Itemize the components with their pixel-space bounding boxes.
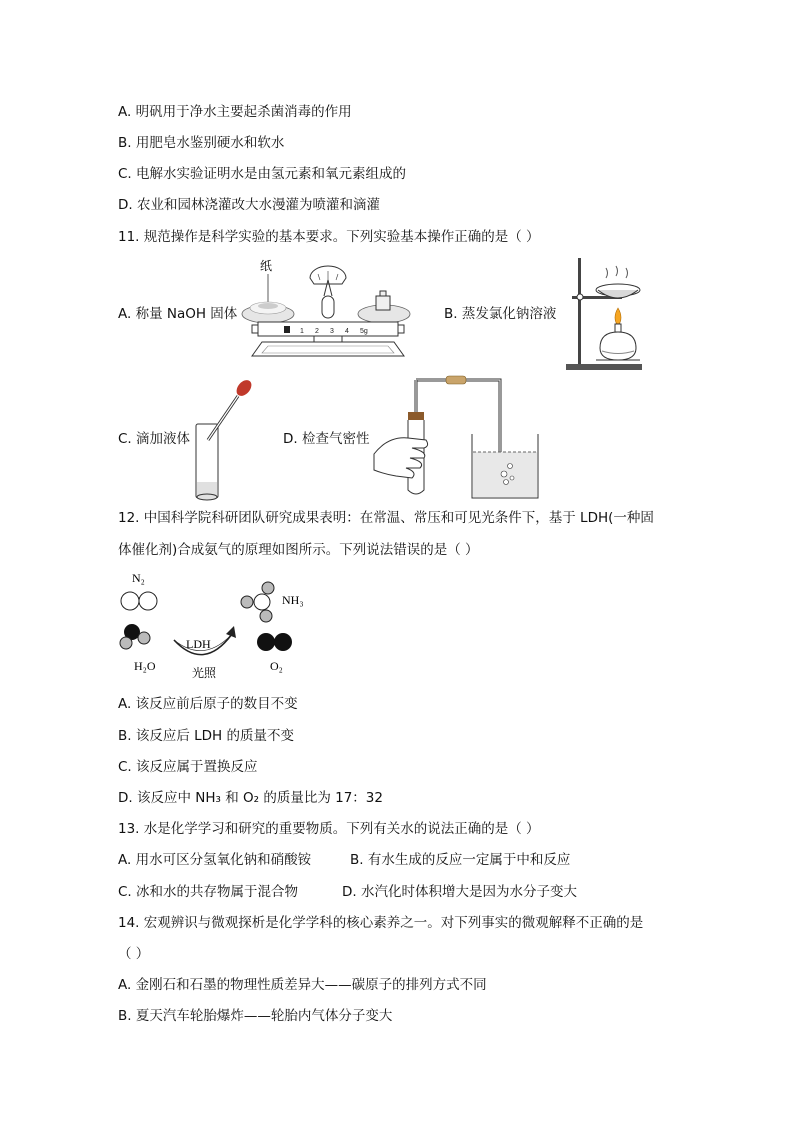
q14-stem-line-1: 14. 宏观辨识与微观探析是化学学科的核心素养之一。对下列事实的微观解释不正确的是 [118, 915, 644, 931]
q14-option-a: A. 金刚石和石墨的物理性质差异大——碳原子的排列方式不同 [118, 977, 487, 993]
paper-label: 纸 [260, 259, 273, 273]
dropper-figure [194, 378, 256, 502]
q14-stem-line-2: （ ） [118, 946, 150, 962]
balance-figure [238, 256, 418, 368]
h2o-label: H₂O [134, 659, 156, 673]
reaction-diagram [116, 568, 316, 684]
q11-stem: 11. 规范操作是科学实验的基本要求。下列实验基本操作正确的是（ ） [118, 229, 540, 245]
n2-label: N₂ [132, 571, 145, 585]
q13-option-a: A. 用水可区分氢氧化钠和硝酸铵 [118, 852, 312, 868]
q10-option-c: C. 电解水实验证明水是由氢元素和氧元素组成的 [118, 166, 407, 182]
q14-option-b: B. 夏天汽车轮胎爆炸——轮胎内气体分子变大 [118, 1008, 393, 1024]
q13-stem: 13. 水是化学学习和研究的重要物质。下列有关水的说法正确的是（ ） [118, 821, 540, 837]
q11-option-c: C. 滴加液体 [118, 431, 191, 447]
q13-option-b: B. 有水生成的反应一定属于中和反应 [350, 852, 571, 868]
ldh-label: LDH [186, 637, 211, 651]
o2-label: O₂ [270, 659, 283, 673]
q12-option-d: D. 该反应中 NH₃ 和 O₂ 的质量比为 17：32 [118, 790, 383, 806]
q12-option-c: C. 该反应属于置换反应 [118, 759, 258, 775]
q11-option-a: A. 称量 NaOH 固体 [118, 306, 238, 322]
airtightness-figure [372, 374, 548, 502]
q12-option-a: A. 该反应前后原子的数目不变 [118, 696, 298, 712]
scale-tick-0: 0 [284, 328, 288, 335]
q12-option-b: B. 该反应后 LDH 的质量不变 [118, 728, 294, 744]
q11-option-d: D. 检查气密性 [283, 431, 370, 447]
q10-option-a: A. 明矾用于净水主要起杀菌消毒的作用 [118, 104, 352, 120]
scale-tick-5g: 5g [360, 328, 368, 335]
q13-option-d: D. 水汽化时体积增大是因为水分子变大 [342, 884, 577, 900]
q12-stem-line-1: 12. 中国科学院科研团队研究成果表明：在常温、常压和可见光条件下，基于 LDH(一种固 [118, 510, 654, 526]
scale-tick-2: 2 [315, 328, 319, 335]
scale-tick-1: 1 [300, 328, 304, 335]
light-label: 光照 [192, 666, 217, 680]
evaporation-figure [560, 256, 644, 374]
scale-tick-4: 4 [345, 328, 349, 335]
q11-option-b: B. 蒸发氯化钠溶液 [444, 306, 557, 322]
q10-option-b: B. 用肥皂水鉴别硬水和软水 [118, 135, 285, 151]
scale-tick-3: 3 [330, 328, 334, 335]
q10-option-d: D. 农业和园林浇灌改大水漫灌为喷灌和滴灌 [118, 197, 380, 213]
q13-option-c: C. 冰和水的共存物属于混合物 [118, 884, 299, 900]
nh3-label: NH₃ [282, 593, 304, 607]
q12-stem-line-2: 体催化剂)合成氨气的原理如图所示。下列说法错误的是（ ） [118, 542, 479, 558]
